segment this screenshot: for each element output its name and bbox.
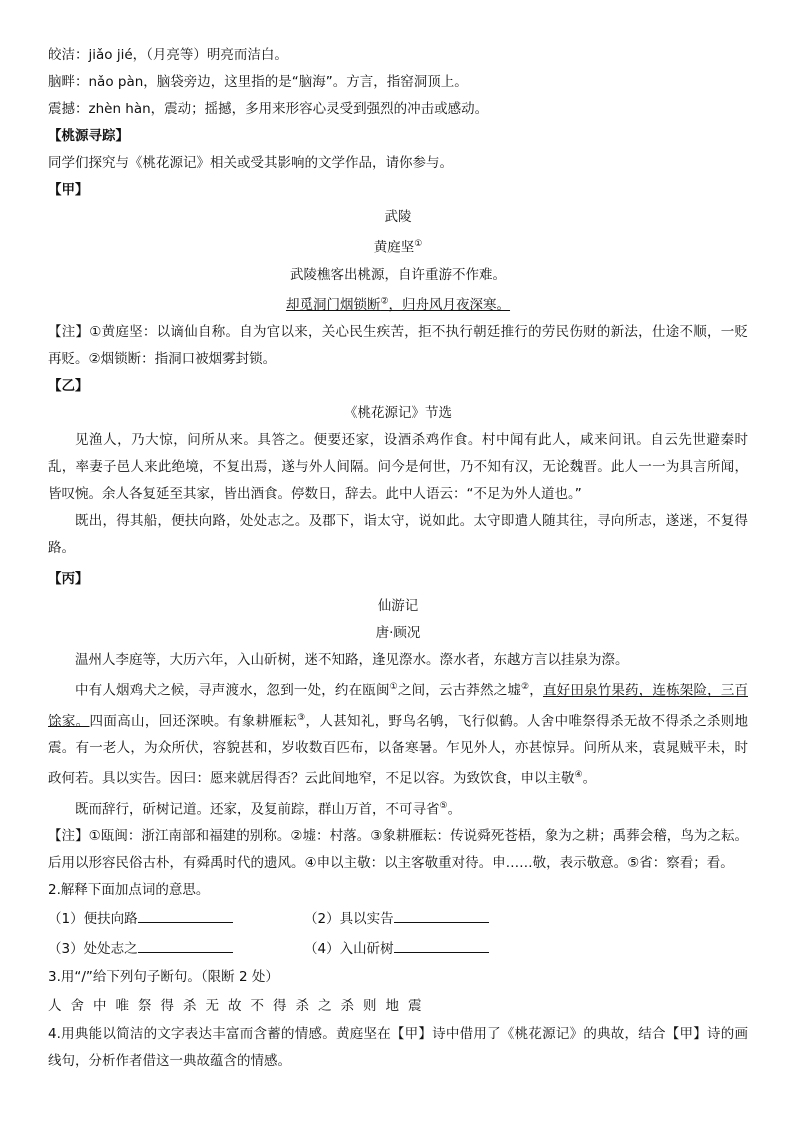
jia-poem-line-2	[48, 289, 748, 320]
glossary-item: 皎洁：jiǎo jié，（月亮等）明亮而洁白。	[48, 47, 288, 63]
bing-label: 【丙】	[48, 571, 89, 587]
question-2: 2.解释下面加点词的意思。	[48, 882, 210, 898]
question-item	[48, 934, 304, 964]
question-2-row	[48, 904, 748, 934]
question-2-row	[48, 934, 748, 964]
jia-author	[48, 231, 748, 262]
bing-author: 唐·顾况	[375, 625, 421, 641]
question-item	[304, 904, 560, 934]
answer-blank[interactable]	[138, 908, 233, 923]
footnote-mark: ①	[414, 239, 423, 249]
footnote-mark: ①	[389, 682, 398, 692]
glossary-item: 脑畔：nǎo pàn，脑袋旁边，这里指的是“脑海”。方言，指窑洞顶上。	[48, 74, 468, 90]
answer-blank[interactable]	[138, 938, 233, 953]
jia-label: 【甲】	[48, 182, 89, 198]
bing-title: 仙游记	[377, 598, 419, 614]
yi-paragraph-1: 见渔人，乃大惊，问所从来。具答之。便要还家，设酒杀鸡作食。村中闻有此人，咸来问讯。自云先世避秦时乱，率妻子邑人来此绝境，不复出焉，遂与外人间隔。问今是何世，乃不知有汉，无论魏晋。此人一一为具言所闻，皆叹惋。余人各复延至其家，皆出酒食。停数日，辞去。此中人语云：“不足为外人道也。”	[48, 432, 748, 502]
underlined-sentence: 直好田泉竹果药，连栋架险，三百馀家。	[48, 682, 748, 729]
bing-note: 【注】①瓯闽：浙江南部和福建的别称。②墟：村落。③象耕雁耘：传说舜死苍梧，象为之耕；禹葬会稽，鸟为之耘。后用以形容民俗古朴，有舜禹时代的遗风。④申以主敬：以主客敬重对待。申……敬，表示敬意。⑤省：察看；看。	[48, 828, 748, 871]
question-item-label: （3）处处志之	[48, 941, 138, 957]
footnote-mark: ②	[521, 682, 530, 692]
question-item-label: （1）便扶向路	[48, 911, 138, 927]
yi-label: 【乙】	[48, 378, 89, 394]
text-run: 既而辞行，斫树记道。还家，及复前踪，群山万首，不可寻省	[75, 801, 440, 817]
question-3: 3.用“/”给下列句子断句。（限断 2 处）	[48, 969, 279, 985]
bing-paragraph-3	[48, 793, 748, 824]
line-part: 却觅洞门烟锁断	[285, 297, 381, 313]
intro-text: 同学们探究与《桃花源记》相关或受其影响的文学作品，请你参与。	[48, 155, 453, 171]
question-item	[304, 934, 560, 964]
answer-blank[interactable]	[394, 938, 489, 953]
text-run: 中有人烟鸡犬之候，寻声渡水，忽到一处，约在瓯闽	[75, 682, 390, 699]
question-item-label: （2）具以实告	[304, 911, 394, 927]
footnote-mark: ⑤	[439, 800, 448, 811]
text-run: 。	[582, 770, 597, 787]
footnote-mark: ③	[297, 712, 306, 723]
question-4: 4.用典能以简洁的文字表达丰富而含蓄的情感。黄庭坚在【甲】诗中借用了《桃花源记》的典故，结合【甲】诗的画线句，分析作者借这一典故蕴含的情感。	[48, 1026, 748, 1069]
text-run: ，人甚知礼，野鸟名鸲，飞行似鹤。人舍中唯祭得杀无故不得杀之杀则地震。有一老人，为众所伏，容貌甚和，岁收数百匹布，以备寒暑。乍见外人，亦甚惊异。问所从来，袁晁贼平未，时政何若。具以实告。因曰：愿来就居得否？云此间地窄，不足以容。为致饮食，申以主敬	[48, 713, 749, 787]
footnote-mark: ②	[380, 296, 389, 307]
glossary-item: 震撼：zhèn hàn，震动；摇撼，多用来形容心灵受到强烈的冲击或感动。	[48, 101, 489, 117]
bing-paragraph-2	[48, 674, 748, 793]
text-run: 四面高山，回还深映。有象耕雁耘	[89, 713, 298, 729]
yi-paragraph-2: 既出，得其船，便扶向路，处处志之。及郡下，诣太守，说如此。太守即遣人随其往，寻向所志，遂迷，不复得路。	[48, 513, 748, 556]
answer-blank[interactable]	[394, 908, 489, 923]
bing-paragraph-1: 温州人李庭等，大历六年，入山斫树，迷不知路，逢见漈水。漈水者，东越方言以挂泉为漈。	[75, 652, 629, 668]
section-heading: 【桃源寻踪】	[48, 128, 129, 144]
text-run: ，	[529, 682, 543, 699]
yi-title: 《桃花源记》节选	[344, 405, 452, 421]
jia-author-name: 黄庭坚	[373, 239, 415, 256]
line-part: ，归舟风月夜深寒。	[388, 297, 511, 313]
jia-poem-line-1: 武陵樵客出桃源，自许重游不作难。	[290, 266, 506, 283]
underlined-line	[286, 297, 510, 313]
footnote-mark: ④	[574, 770, 583, 780]
question-3-sentence: 人舍中唯祭得杀无故不得杀之杀则地震	[48, 998, 431, 1014]
text-run: 之间，云古莽然之墟	[397, 682, 522, 699]
question-item-label: （4）入山斫树	[304, 941, 394, 957]
exam-page	[48, 42, 748, 1075]
jia-note: 【注】①黄庭坚：以谪仙自称。自为官以来，关心民生疾苦，拒不执行朝廷推行的劳民伤财的新法，仕途不顺，一贬再贬。②烟锁断：指洞口被烟雾封锁。	[48, 324, 748, 367]
jia-title: 武陵	[384, 209, 412, 225]
question-item	[48, 904, 304, 934]
text-run: 。	[447, 801, 462, 817]
